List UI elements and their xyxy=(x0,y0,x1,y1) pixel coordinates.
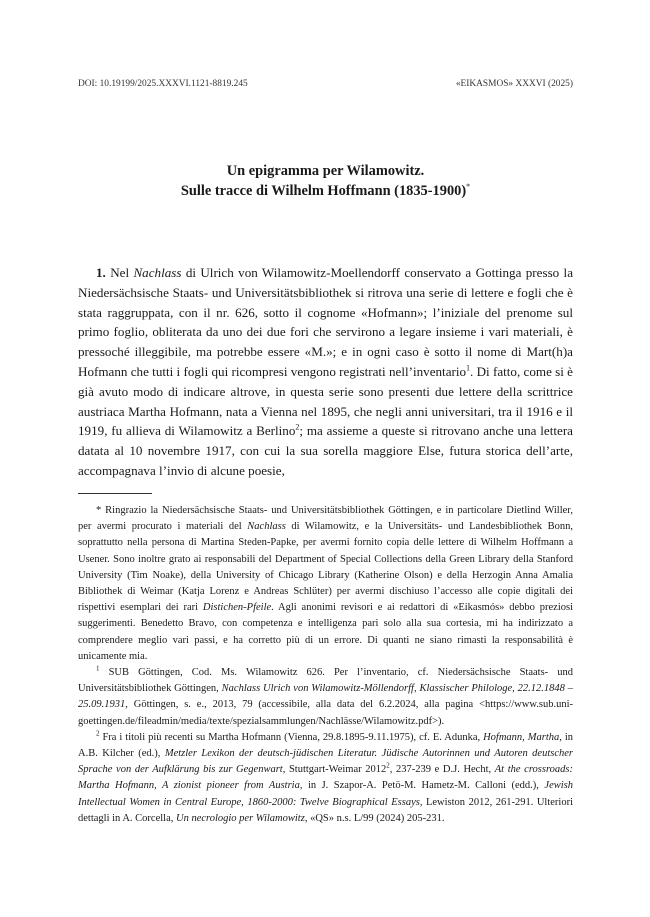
body-italic: Nachlass xyxy=(133,265,182,280)
footnote-1 xyxy=(78,665,573,730)
footnote-star xyxy=(78,503,573,665)
section-number: 1. xyxy=(96,265,106,280)
footnotes xyxy=(78,503,573,827)
title-line-2-text: Sulle tracce di Wilhelm Hoffmann (1835-1900) xyxy=(180,183,467,199)
footnote-text: , in J. Szapor-A. Petö-M. Hametz-M. Calloni (edd.), xyxy=(299,780,545,792)
footnote-text: , 237-239 e D.J. Hecht, xyxy=(389,764,495,776)
title-line-1: Un epigramma per Wilamowitz. xyxy=(226,163,425,179)
footnote-italic: Metzler Lexikon der deutsch-jüdischen Literatur. Jüdische Autorinnen und Autoren deutscher Sprache von der Aufklärung bis zur Gegenwart xyxy=(78,748,573,776)
footnote-mark: 2 xyxy=(96,729,100,738)
footnote-separator xyxy=(78,493,152,494)
edition-superscript: 2 xyxy=(386,761,390,770)
footnote-text: , «QS» n.s. L/99 (2024) 205-231. xyxy=(304,812,445,824)
footnote-ref-1[interactable]: 1 xyxy=(466,363,471,373)
footnote-text: , in A.B. Kilcher (ed.), xyxy=(78,731,573,760)
article-title xyxy=(78,161,573,201)
journal-label: «EIKASMOS» XXXVI (2025) xyxy=(455,79,573,89)
paragraph-1 xyxy=(78,263,573,481)
title-line-2 xyxy=(78,181,573,201)
body-text: . Di fatto, come si è già avuto modo di indicare altrove, in questa serie sono presenti due lettere della scrittrice austriaca Martha Hofmann, nata a Vienna nel 1895, che negli anni universitari, tra il 1916 e il 1919, fu allieva di Wilamowitz a Berlino xyxy=(78,363,573,439)
footnote-text: , Stuttgart-Weimar 2012 xyxy=(282,764,387,776)
footnote-italic: At the crossroads: Martha Hofmann, A zionist pioneer from Austria xyxy=(78,764,573,792)
footnote-italic: Nachlass xyxy=(247,521,286,533)
footnote-text: di Wilamowitz, e la Universitäts- und Landesbibliothek Bonn, soprattutto nella persona di Martina Steden-Papke, per avermi fornito copia delle lettere di Wilhelm Hoffmann a Usener. Sono inoltre grato ai responsabili del Department of Special Collections della Green Library della Stanford University (Tim Noake), della University of Chicago Library (Katherine Olson) e della Herzogin Anna Amalia Bibliothek di Weimar (Katja Lorenz e Andreas Schlüter) per avermi dischiuso l’accesso alle copie digitali dei rispettivi esemplari dei rari xyxy=(78,521,573,614)
footnote-text: , Göttingen, s. e., 2013, 79 (accessibile, alla data del 6.2.2024, alla pagina <https://www.sub.uni-goettingen.de/fileadmin/media/texte/spezialsammlungen/Nachlässe/Wilamowitz.pdf>). xyxy=(78,699,573,727)
footnote-text: Fra i titoli più recenti su Martha Hofmann (Vienna, 29.8.1895-9.11.1975), cf. E. Adunka, xyxy=(99,731,484,743)
footnote-italic: Hofmann, Martha xyxy=(483,731,560,743)
footnote-italic: Un necrologio per Wilamowitz xyxy=(175,812,305,824)
footnote-mark: 1 xyxy=(96,664,100,673)
doi-label[interactable]: DOI: 10.19199/2025.XXXVI.1121-8819.245 xyxy=(78,79,248,89)
footnote-mark: * xyxy=(96,505,102,516)
body-text: Nel xyxy=(110,265,134,280)
title-footnote-mark[interactable]: * xyxy=(466,182,471,192)
footnote-text: . Agli anonimi revisori e ai redattori di «Eikasmós» debbo preziosi suggerimenti. Benedetto Bravo, con competenza e intelligenza pari solo alla sua cortesia, mi ha indirizzato a comprendere meglio vari passi, e ha corretto più di un errore. Di quanti ne siano rimasti la responsabilità è unicamente mia. xyxy=(78,602,573,662)
body-text: ; ma assieme a queste si ritrovano anche una lettera datata al 10 novembre 1917, con cui la sua sorella maggiore Else, futura storica dell’arte, accompagnava l’invio di alcune poesie, xyxy=(78,423,573,478)
footnote-italic: Jewish Intellectual Women in Central Europe, 1860-2000: Twelve Biographical Essays xyxy=(78,780,573,808)
footnote-text: SUB Göttingen, Cod. Ms. Wilamowitz 626. Per l’inventario, cf. Niedersächsische Staats- und Universitätsbibliothek Göttingen, xyxy=(78,667,573,695)
footnote-text: , Lewiston 2012, 261-291. Ulteriori dettagli in A. Corcella, xyxy=(78,796,574,824)
main-text xyxy=(78,263,573,481)
body-text: di Ulrich von Wilamowitz-Moellendorff conservato a Gottinga presso la Niedersächsische Staats- und Universitätsbibliothek si ritrova una serie di lettere e fogli che è stata raggruppata, con il nr. 626, sotto il cognome «Hofmann»; l’iniziale del prenome sul primo foglio, obliterata da uno dei due fori che servirono a legare insieme i vari materiali, è pressoché illeggibile, ma potrebbe essere «M.»; e in ogni caso è sotto il nome di Mart(h)a Hofmann che tutti i fogli qui ricompresi vengono registrati nell’inventario xyxy=(78,265,574,379)
footnote-text: Ringrazio la Niedersächsische Staats- und Universitätsbibliothek Göttingen, e in particolare Dietlind Willer, per avermi procurato i materiali del xyxy=(78,505,573,533)
footnote-2 xyxy=(78,730,573,827)
footnote-ref-2[interactable]: 2 xyxy=(295,423,300,433)
running-header xyxy=(78,79,573,93)
footnote-italic: Distichen-Pfeile xyxy=(202,602,272,614)
footnote-italic: Nachlass Ulrich von Wilamowitz-Möllendorff, Klassischer Philologe, 22.12.1848 – 25.09.1931 xyxy=(78,683,573,711)
